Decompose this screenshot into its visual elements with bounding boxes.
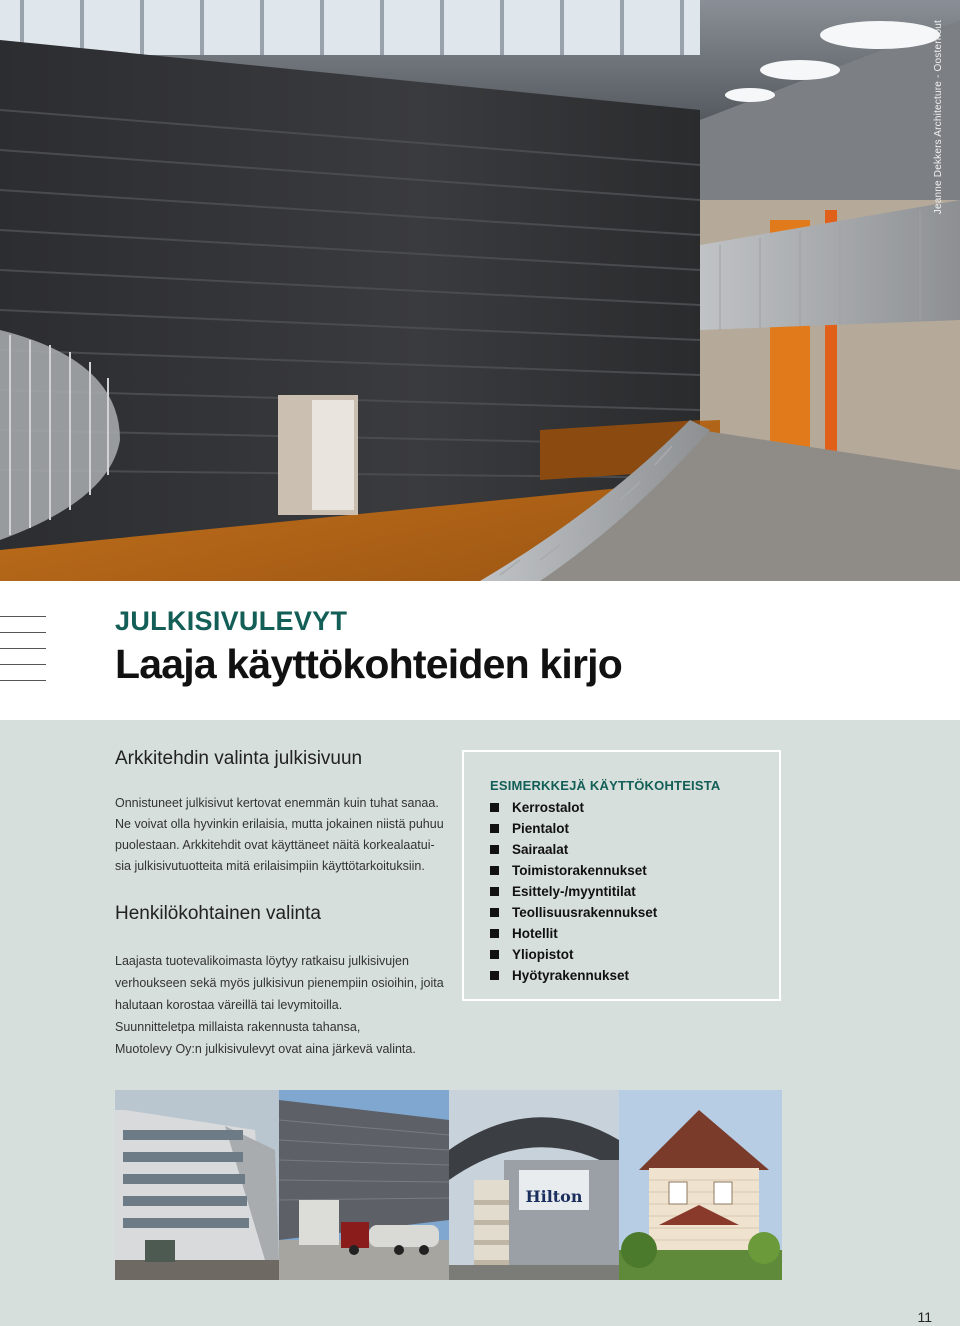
list-item-label: Kerrostalot — [512, 800, 585, 815]
paragraph-personal — [115, 950, 450, 1060]
list-item-label: Sairaalat — [512, 842, 569, 857]
paragraph-line: Onnistuneet julkisivut kertovat enemmän kuin tuhat sanaa. — [115, 796, 439, 810]
square-bullet-icon — [490, 845, 499, 854]
paragraph-line: Suunnitteletpa millaista rakennusta tahansa, — [115, 1020, 361, 1034]
list-item-label: Pientalot — [512, 821, 570, 836]
list-item — [490, 881, 657, 902]
list-item — [490, 965, 657, 986]
paragraph-line: verhoukseen sekä myös julkisivun pienempiin osioihin, joita — [115, 976, 444, 990]
list-item-label: Hyötyrakennukset — [512, 968, 630, 983]
section-kicker: JULKISIVULEVYT — [115, 606, 348, 636]
list-item-label: Hotellit — [512, 926, 558, 941]
list-item — [490, 818, 657, 839]
photo-office-building — [115, 1090, 279, 1280]
photo-credit: Jeanne Dekkers Architecture - Oosterhout — [933, 20, 944, 215]
paragraph-line: Muotolevy Oy:n julkisivulevyt ovat aina järkevä valinta. — [115, 1042, 416, 1056]
square-bullet-icon — [490, 929, 499, 938]
section-heading-personal: Henkilökohtainen valinta — [115, 903, 321, 924]
list-item-label: Yliopistot — [512, 947, 574, 962]
square-bullet-icon — [490, 866, 499, 875]
photo-hotel — [449, 1090, 619, 1280]
list-item — [490, 902, 657, 923]
list-item — [490, 944, 657, 965]
examples-list — [490, 797, 657, 986]
list-item — [490, 860, 657, 881]
paragraph-line: Laajasta tuotevalikoimasta löytyy ratkaisu julkisivujen — [115, 954, 409, 968]
square-bullet-icon — [490, 824, 499, 833]
square-bullet-icon — [490, 908, 499, 917]
examples-box — [462, 750, 781, 1001]
hotel-sign-text: Hilton — [525, 1187, 583, 1206]
hero-photo — [0, 0, 960, 581]
square-bullet-icon — [490, 803, 499, 812]
paragraph-architect — [115, 793, 450, 877]
list-item — [490, 839, 657, 860]
interior-atrium-illustration — [0, 0, 960, 581]
photo-industrial-building — [279, 1090, 449, 1280]
list-item-label: Toimistorakennukset — [512, 863, 647, 878]
paragraph-line: puolestaan. Arkkitehdit ovat käyttäneet näitä korkealaatui- — [115, 838, 435, 852]
paragraph-line: Ne voivat olla hyvinkin erilaisia, mutta jokainen niistä puhuu — [115, 817, 444, 831]
paragraph-line: halutaan korostaa väreillä tai levymitoilla. — [115, 998, 343, 1012]
page-number: 11 — [917, 1309, 932, 1325]
section-heading-architect: Arkkitehdin valinta julkisivuun — [115, 748, 363, 769]
square-bullet-icon — [490, 971, 499, 980]
list-item — [490, 923, 657, 944]
square-bullet-icon — [490, 887, 499, 896]
list-item-label: Teollisuusrakennukset — [512, 905, 658, 920]
decorative-lines — [0, 616, 46, 696]
examples-title: ESIMERKKEJÄ KÄYTTÖKOHTEISTA — [490, 778, 721, 793]
paragraph-line: sia julkisivutuotteita mitä erilaisimpiin käyttötarkoituksiin. — [115, 859, 425, 873]
list-item — [490, 797, 657, 818]
page-title: Laaja käyttökohteiden kirjo — [115, 641, 622, 687]
square-bullet-icon — [490, 950, 499, 959]
list-item-label: Esittely-/myyntitilat — [512, 884, 636, 899]
example-photos — [115, 1090, 782, 1280]
photo-detached-house — [619, 1090, 782, 1280]
